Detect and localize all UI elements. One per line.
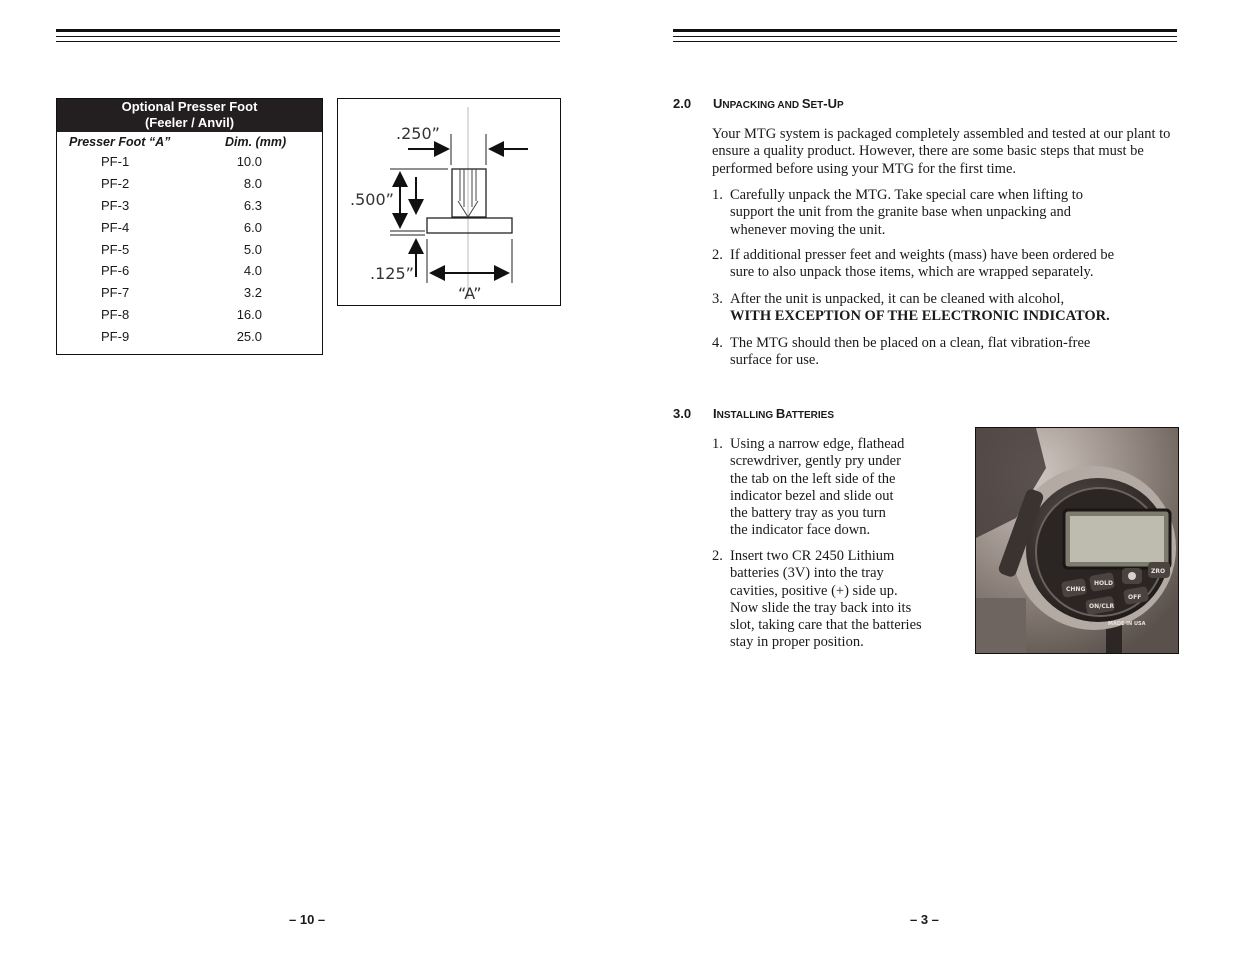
section-2-intro: Your MTG system is packaged completely assembled and tested at our plant to ensure a quality product. However, there are some basic steps that must be performed before using your MTG for the first time. [712,126,1171,177]
dimension-mm: 16.0 [236,307,262,323]
presser-foot-id: PF-9 [101,329,130,345]
step-number: 1. [712,436,723,452]
table-row [57,261,322,283]
table-row [57,196,322,218]
section-2-number: 2.0 [673,96,692,111]
section-3-title: INSTALLING BATTERIES [713,406,834,421]
indicator-illustration [976,428,1178,653]
dimension-mm: 4.0 [243,263,262,279]
diagram-drawing [338,99,560,305]
off-button-label: OFF [1128,594,1142,601]
presser-foot-id: PF-5 [101,241,130,257]
step-number: 2. [712,247,723,263]
chng-button-label: CHNG [1066,586,1086,593]
step-text: After the unit is unpacked, it can be cleaned with alcohol, WITH EXCEPTION OF THE ELECTRONIC INDICATOR. [730,291,1110,325]
table-row [57,240,322,262]
table-row [57,218,322,240]
step-number: 4. [712,335,723,351]
table-row [57,283,322,305]
table-title-line2: (Feeler / Anvil) [144,115,235,130]
presser-foot-id: PF-4 [101,219,130,235]
dim-500-label: .500” [350,190,394,209]
step-text: If additional presser feet and weights (mass) have been ordered be sure to also unpack those items, which are wrapped separately. [730,247,1115,281]
dimension-mm: 6.0 [243,219,262,235]
step-number: 2. [712,548,723,564]
warning-text: WITH EXCEPTION OF THE ELECTRONIC INDICATOR. [730,308,1110,325]
dim-125-label: .125” [370,264,414,283]
dimension-mm: 10.0 [236,154,262,169]
dim-250-label: .250” [396,124,440,143]
presser-foot-id: PF-7 [101,285,130,301]
page-number-left: – 10 – [289,912,326,927]
table-row [57,152,322,174]
foot-shape [427,218,512,233]
page-number-right: – 3 – [910,912,939,927]
col-header-dim: Dim. (mm) [225,135,287,149]
made-in-usa-text: MADE IN USA [1108,621,1146,627]
section-2-title: UNPACKING AND SET-UP [713,96,844,111]
section-3-number: 3.0 [673,406,692,421]
dimension-mm: 6.3 [243,197,262,213]
step-text: Using a narrow edge, flathead screwdriver, gently pry under the tab on the left side of the indicator bezel and slide out the battery tray as you turn the indicator face down. [730,436,905,539]
presser-foot-id: PF-6 [101,263,130,279]
zro-button-label: ZRO [1151,568,1166,575]
col-header-foot: Presser Foot “A” [69,135,171,149]
dimension-mm: 3.2 [243,285,262,301]
table-title-line1: Optional Presser Foot [121,99,258,114]
presser-foot-id: PF-8 [101,307,130,323]
table-header-row [57,132,322,152]
presser-foot-id: PF-3 [101,197,130,213]
presser-foot-diagram [337,98,561,306]
onclr-button-label: ON/CLR [1089,603,1115,610]
step-text: The MTG should then be placed on a clean, flat vibration-free surface for use. [730,335,1091,369]
table-title [57,99,322,132]
step-text: Carefully unpack the MTG. Take special care when lifting to support the unit from the granite base when unpacking and whenever moving the unit. [730,187,1084,238]
dimension-mm: 5.0 [243,241,262,257]
step-number: 3. [712,291,723,307]
table-row [57,327,322,349]
presser-foot-id: PF-1 [101,154,130,169]
header-rule-right [673,29,1177,47]
presser-foot-id: PF-2 [101,175,130,191]
dimension-mm: 8.0 [243,175,262,191]
step-text: Insert two CR 2450 Lithium batteries (3V) into the tray cavities, positive (+) side up. Now slide the tray back into its slot, taking care that the batteries stay in proper position. [730,548,922,651]
stem-shape [452,169,486,217]
hold-button-label: HOLD [1094,580,1113,587]
table-row [57,305,322,327]
dim-a-label: “A” [458,284,482,303]
step-number: 1. [712,187,723,203]
header-rule-left [56,29,560,47]
indicator-photo [975,427,1179,654]
table-row [57,174,322,196]
presser-foot-table [56,98,323,355]
dimension-mm: 25.0 [236,329,262,345]
